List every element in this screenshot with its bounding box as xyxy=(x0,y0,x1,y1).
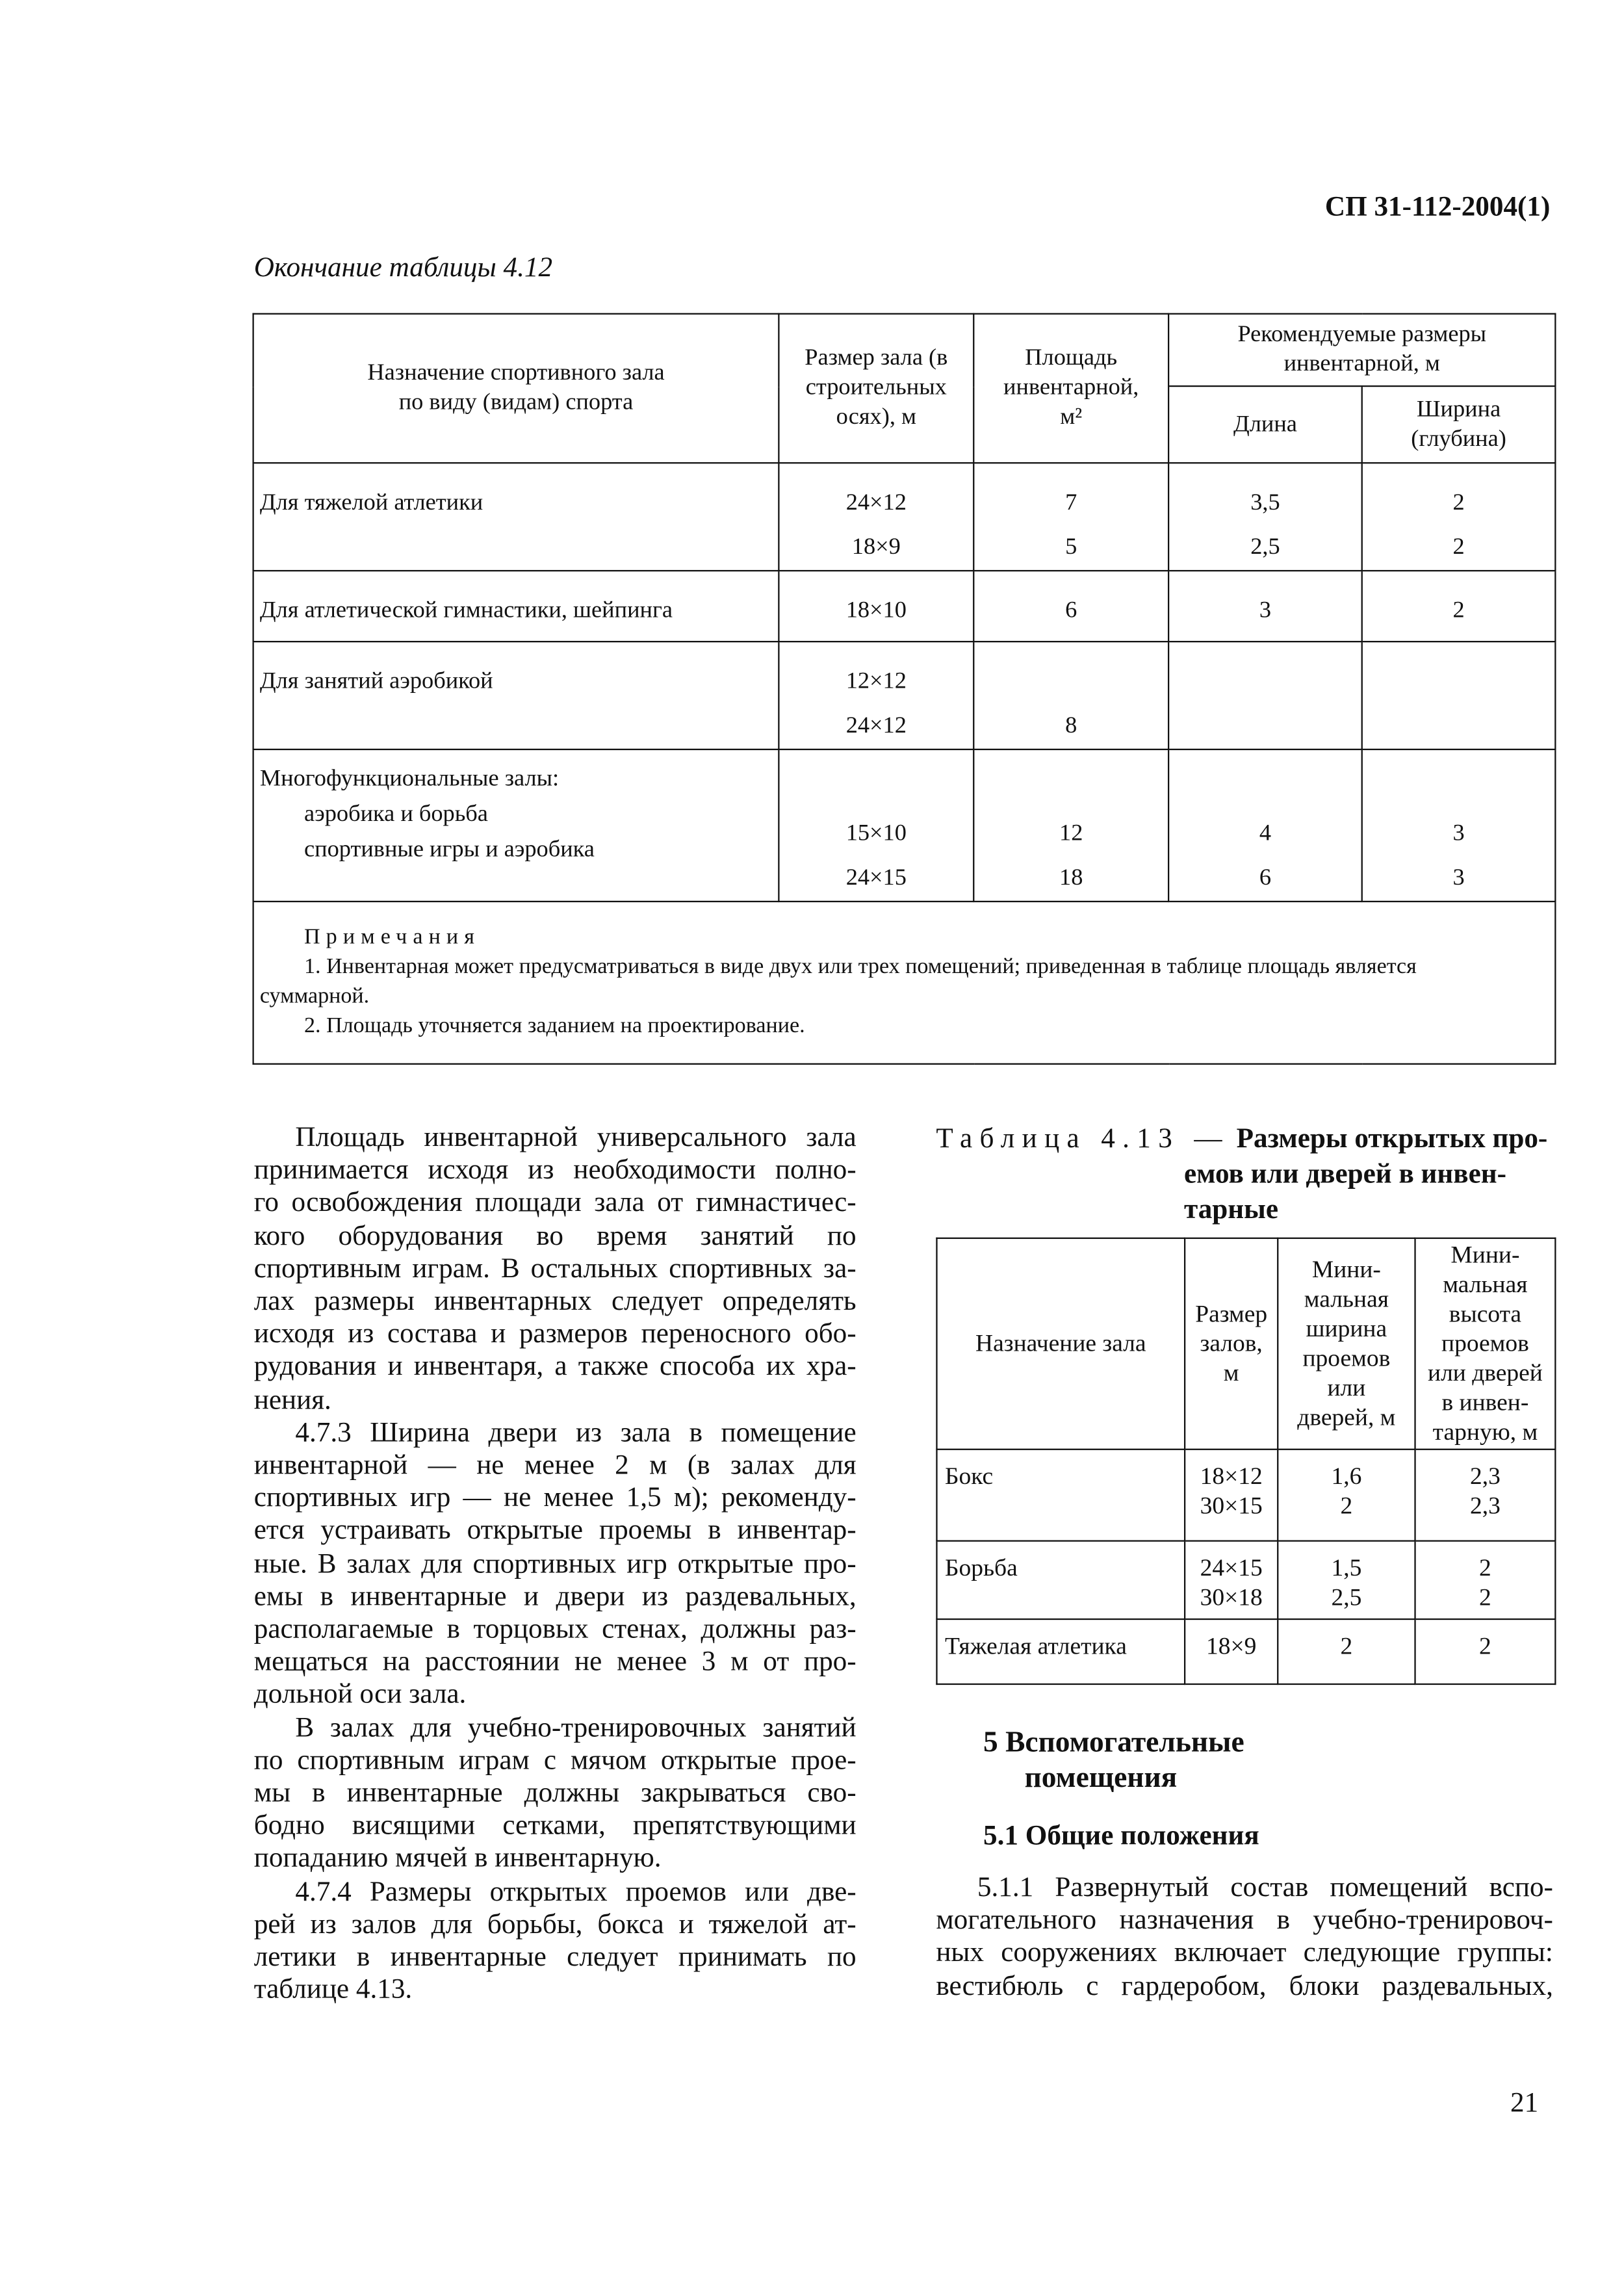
cell-value: Многофункциональные залы: xyxy=(259,766,560,792)
text-line: по спортивным играм с мячом открытые прое- xyxy=(253,1745,857,1776)
cell-value: 3 xyxy=(1259,598,1272,623)
text-line: попаданию мячей в инвентарную. xyxy=(253,1843,662,1875)
cell-value: 2 xyxy=(1479,1553,1491,1582)
cell-value: 7 xyxy=(1065,490,1077,515)
cell-value: 4 xyxy=(1259,821,1272,846)
text-line: могательного назначения в учебно-тренировоч- xyxy=(936,1905,1553,1936)
header-line: высота xyxy=(1449,1299,1522,1328)
table-continuation-caption: Окончание таблицы 4.12 xyxy=(253,252,553,284)
cell-value: аэробика и борьба xyxy=(303,801,488,827)
cell-value: 2 xyxy=(1479,1632,1491,1660)
header-area: Площадь инвентарной, м² xyxy=(973,314,1168,463)
cell-height xyxy=(1415,1541,1556,1619)
table-row xyxy=(253,463,1556,571)
text-line: нения. xyxy=(253,1384,331,1416)
cell-width xyxy=(1362,642,1556,749)
cell-value: 8 xyxy=(1065,713,1077,738)
header-line: ширина xyxy=(1306,1314,1387,1343)
header-hall-size: Размер зала (в строительных осях), м xyxy=(779,314,973,463)
cell-value: 6 xyxy=(1065,598,1077,623)
table-row xyxy=(936,1541,1555,1619)
text-line: мы в инвентарные должны закрываться сво- xyxy=(253,1778,857,1810)
text-line: кого оборудования во время занятий по xyxy=(253,1220,857,1252)
text-line: вестибюль с гардеробом, блоки раздевальных, xyxy=(936,1970,1553,2002)
cell-value: 18×9 xyxy=(1205,1632,1257,1660)
header-line: проемов xyxy=(1441,1329,1529,1357)
cell-value: Для атлетической гимнастики, шейпинга xyxy=(259,598,673,623)
header-recommended: Рекомендуемые размеры инвентарной, м xyxy=(1168,314,1555,386)
cell-value: спортивные игры и аэробика xyxy=(303,837,595,863)
table-notes xyxy=(253,902,1556,1064)
cell-value: 3 xyxy=(1452,821,1465,846)
header-min-height xyxy=(1415,1238,1556,1450)
table-4-13 xyxy=(936,1238,1556,1685)
header-line: мальная xyxy=(1304,1284,1389,1313)
text-line: бодно висящими сетками, препятствующими xyxy=(253,1810,857,1842)
text-line: рудования и инвентаря, а также способа их хра- xyxy=(253,1351,857,1383)
text-line: мещаться на расстоянии не менее 3 м от про- xyxy=(253,1646,857,1678)
cell-value: 1,5 xyxy=(1331,1553,1362,1582)
cell-length xyxy=(1168,571,1362,642)
cell-value: 2 xyxy=(1479,1583,1491,1611)
text-line: Площадь инвентарной универсального зала xyxy=(295,1122,857,1154)
header-line: или xyxy=(1327,1373,1366,1401)
cell-size xyxy=(1185,1541,1278,1619)
header-width: Ширина (глубина) xyxy=(1362,386,1556,463)
text-line: емы в инвентарные и двери из раздевальных, xyxy=(253,1581,857,1613)
cell-value: 18 xyxy=(1059,865,1083,890)
cell-value: 2 xyxy=(1452,598,1465,623)
cell-size xyxy=(779,463,973,571)
header-line: м xyxy=(1223,1358,1239,1387)
cell-width xyxy=(1362,571,1556,642)
header-line: проемов xyxy=(1302,1344,1391,1372)
cell-value: 30×18 xyxy=(1200,1583,1263,1611)
cell-value: 2,3 xyxy=(1470,1491,1501,1520)
page-number: 21 xyxy=(1510,2088,1539,2120)
note-2: 2. Площадь уточняется заданием на проектирование. xyxy=(303,1014,805,1039)
text-line: инвентарной — не менее 2 м (в залах для xyxy=(253,1450,857,1481)
table-row xyxy=(253,642,1556,749)
header-line: Мини- xyxy=(1450,1240,1520,1269)
header-hall-size xyxy=(1185,1238,1278,1450)
section-5-title: 5 Вспомогательные помещения xyxy=(983,1726,1244,1795)
header-line: дверей, м xyxy=(1297,1403,1396,1431)
text-line: 4.7.3 Ширина двери из зала в помещение xyxy=(295,1417,857,1449)
header-line: тарную, м xyxy=(1432,1417,1538,1446)
notes-title: Примечания xyxy=(303,926,481,950)
text-line: го освобождения площади зала от гимнастичес- xyxy=(253,1188,857,1219)
cell-value xyxy=(1363,768,1554,812)
text-line: таблице 4.13. xyxy=(253,1975,413,2006)
cell-value: 24×15 xyxy=(1200,1553,1263,1582)
table-row xyxy=(253,749,1556,902)
cell-size xyxy=(779,642,973,749)
note-1: 1. Инвентарная может предусматриваться в виде двух или трех помещений; приведенная в таблице площадь является xyxy=(303,955,1417,980)
cell-purpose: Бокс xyxy=(936,1450,1185,1541)
header-purpose: Назначение спортивного зала по виду (видам) спорта xyxy=(253,314,779,463)
cell-value: 2,5 xyxy=(1331,1583,1362,1611)
cell-value: 2,3 xyxy=(1470,1462,1501,1490)
text-line: располагаемые в торцовых стенах, должны раз- xyxy=(253,1614,857,1645)
cell-size xyxy=(779,749,973,902)
cell-width xyxy=(1362,463,1556,571)
cell-value xyxy=(780,768,973,812)
header-line: или дверей xyxy=(1428,1358,1543,1387)
cell-value: 6 xyxy=(1259,865,1272,890)
text-line: 5.1.1 Развернутый состав помещений вспо- xyxy=(977,1872,1553,1904)
note-1-cont: суммарной. xyxy=(259,985,370,1009)
body-text-right xyxy=(936,1873,1553,2004)
cell-value: 24×15 xyxy=(845,865,907,890)
cell-width xyxy=(1362,749,1556,902)
cell-area xyxy=(973,571,1168,642)
cell-value: 18×12 xyxy=(1200,1462,1263,1490)
cell-value: 12×12 xyxy=(845,669,907,694)
header-line: в инвен- xyxy=(1441,1388,1529,1416)
cell-value: 2 xyxy=(1340,1491,1353,1520)
cell-size xyxy=(1185,1450,1278,1541)
cell-size xyxy=(779,571,973,642)
cell-purpose xyxy=(253,463,779,571)
cell-value: 2,5 xyxy=(1250,534,1280,560)
cell-value: 1,6 xyxy=(1331,1462,1362,1490)
text-line: В залах для учебно-тренировочных занятий xyxy=(295,1712,857,1744)
text-line: 4.7.4 Размеры открытых проемов или две- xyxy=(295,1876,857,1908)
cell-purpose: Борьба xyxy=(936,1541,1185,1619)
cell-value xyxy=(974,768,1168,812)
cell-area xyxy=(973,642,1168,749)
cell-value xyxy=(1363,660,1554,704)
cell-length xyxy=(1168,642,1362,749)
text-line: лах размеры инвентарных следует определять xyxy=(253,1286,857,1318)
cell-value xyxy=(1169,660,1361,704)
cell-area xyxy=(973,463,1168,571)
table-row xyxy=(936,1450,1555,1541)
cell-value: 5 xyxy=(1065,534,1077,560)
cell-value: 18×9 xyxy=(851,534,901,560)
text-line: исходя из состава и размеров переносного обо- xyxy=(253,1319,857,1350)
text-line: спортивных игр — не менее 1,5 м); рекоменду- xyxy=(253,1483,857,1514)
header-line: Мини- xyxy=(1311,1255,1381,1284)
cell-purpose: Тяжелая атлетика xyxy=(936,1619,1185,1684)
text-line: принимается исходя из необходимости полно- xyxy=(253,1155,857,1186)
cell-value: 24×12 xyxy=(845,713,907,738)
text-line: спортивным играм. В остальных спортивных за- xyxy=(253,1253,857,1285)
cell-length xyxy=(1168,749,1362,902)
cell-purpose xyxy=(253,571,779,642)
table-row xyxy=(253,571,1556,642)
cell-value: 3,5 xyxy=(1250,490,1280,515)
cell-purpose xyxy=(253,749,779,902)
header-hall-purpose: Назначение зала xyxy=(936,1238,1185,1450)
cell-width xyxy=(1278,1541,1415,1619)
cell-width xyxy=(1278,1450,1415,1541)
cell-value: Для занятий аэробикой xyxy=(259,669,493,694)
cell-value xyxy=(974,660,1168,704)
text-line: ные. В залах для спортивных игр открытые про- xyxy=(253,1548,857,1580)
text-line: летики в инвентарные следует принимать по xyxy=(253,1942,857,1973)
cell-value: Для тяжелой атлетики xyxy=(259,490,483,515)
cell-value: 2 xyxy=(1452,490,1465,515)
table-4-13-caption: Таблица 4.13 — Размеры открытых про- емов или дверей в инвен- тарные xyxy=(936,1123,1548,1226)
table-row xyxy=(936,1619,1555,1684)
cell-value: 2 xyxy=(1452,534,1465,560)
cell-value: 12 xyxy=(1059,821,1083,846)
header-min-width xyxy=(1278,1238,1415,1450)
cell-value: 15×10 xyxy=(845,821,907,846)
cell-width xyxy=(1278,1619,1415,1684)
cell-size xyxy=(1185,1619,1278,1684)
cell-value: 3 xyxy=(1452,865,1465,890)
header-line: мальная xyxy=(1443,1269,1528,1298)
cell-length xyxy=(1168,463,1362,571)
text-line: рей из залов для борьбы, бокса и тяжелой ат- xyxy=(253,1909,857,1940)
text-line: ется устраивать открытые проемы в инвентар- xyxy=(253,1515,857,1547)
cell-height xyxy=(1415,1619,1556,1684)
cell-area xyxy=(973,749,1168,902)
cell-value: 24×12 xyxy=(845,490,907,515)
cell-value: 30×15 xyxy=(1200,1491,1263,1520)
cell-value: 18×10 xyxy=(845,598,907,623)
cell-value: 2 xyxy=(1340,1632,1353,1660)
header-line: залов, xyxy=(1200,1329,1263,1357)
body-text-left xyxy=(254,1123,857,2008)
header-line: Размер xyxy=(1195,1299,1268,1328)
document-code: СП 31-112-2004(1) xyxy=(1324,192,1551,224)
table-4-12 xyxy=(252,313,1556,1065)
text-line: ных сооружениях включает следующие группы: xyxy=(936,1938,1553,1970)
header-length: Длина xyxy=(1168,386,1362,463)
text-line: дольной оси зала. xyxy=(253,1680,467,1711)
cell-value xyxy=(1169,768,1361,812)
cell-purpose xyxy=(253,642,779,749)
cell-height xyxy=(1415,1450,1556,1541)
section-5-1-title: 5.1 Общие положения xyxy=(983,1821,1259,1852)
